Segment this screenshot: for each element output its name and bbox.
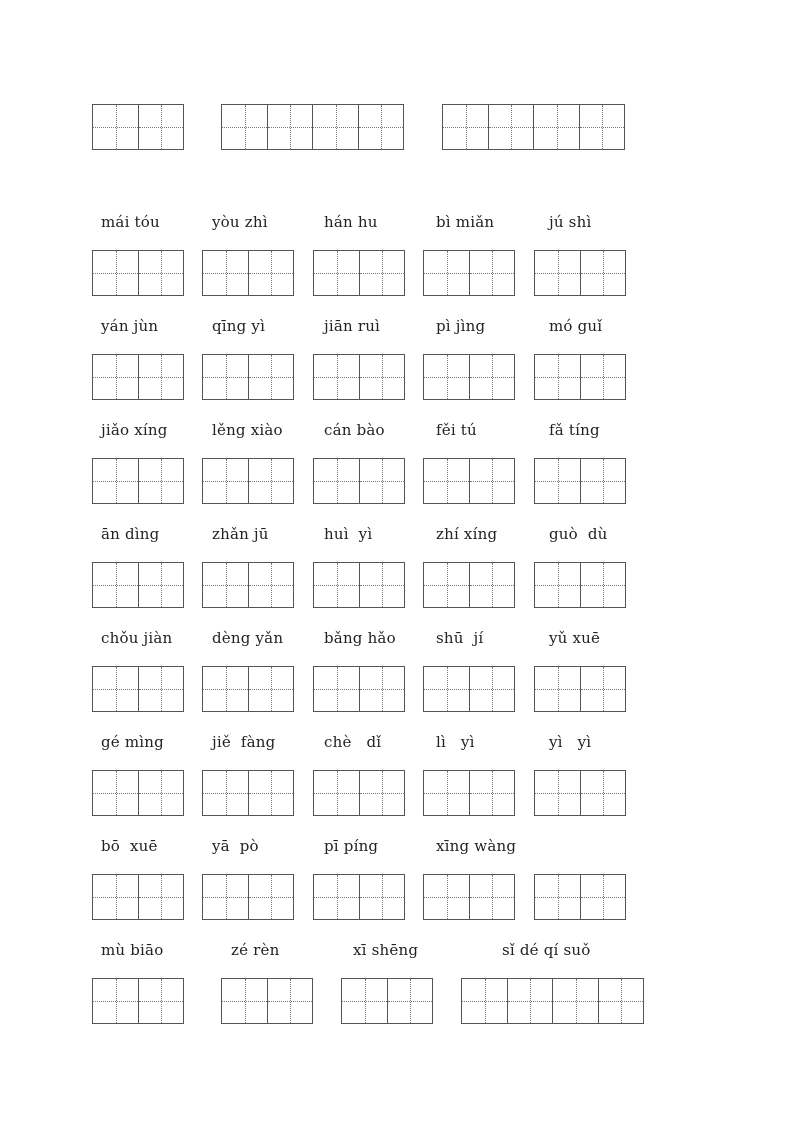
row4-item2-writing-grid [313,666,405,712]
pinyin-label: sǐ dé qí suǒ [502,941,591,959]
word-box [313,666,405,712]
word-box [221,104,313,150]
character-cell [469,667,514,711]
pinyin-label: mái tóu [101,213,160,231]
character-cell [462,979,507,1023]
row4-item1-writing-grid [202,666,294,712]
word-box [534,666,626,712]
character-cell [598,979,643,1023]
character-cell [248,251,293,295]
character-cell [267,979,312,1023]
word-box [202,458,294,504]
row5-item3-writing-grid [423,770,515,816]
pinyin-label: yā pò [212,837,259,855]
row7-item1-writing-grid [221,978,313,1024]
character-cell [93,875,138,919]
pinyin-label: huì yì [324,525,373,543]
character-cell [138,979,183,1023]
character-cell [203,251,248,295]
row2-item2-writing-grid [313,458,405,504]
pinyin-label: gé mìng [101,733,164,751]
word-box [534,354,626,400]
word-box [202,666,294,712]
pinyin-label: bì miǎn [436,213,495,231]
character-cell [93,355,138,399]
character-cell [553,979,598,1023]
row3-item0-writing-grid [92,562,184,608]
word-box [313,458,405,504]
character-cell [580,251,625,295]
character-cell [93,251,138,295]
pinyin-label: qīng yì [212,317,266,335]
character-cell [203,459,248,503]
character-cell [580,459,625,503]
character-cell [138,563,183,607]
character-cell [314,459,359,503]
row5-item4-writing-grid [534,770,626,816]
character-cell [359,771,404,815]
row1-item2-writing-grid [313,354,405,400]
word-box [423,250,515,296]
character-cell [342,979,387,1023]
character-cell [535,875,580,919]
character-cell [93,563,138,607]
pinyin-label: bǎng hǎo [324,629,396,647]
character-cell [314,771,359,815]
pinyin-label: yǔ xuē [549,629,601,647]
pinyin-label: mó guǐ [549,317,603,335]
word-box [423,354,515,400]
pinyin-label: jiě fàng [212,733,276,751]
character-cell [248,459,293,503]
top-1-writing-grid [221,104,404,150]
character-cell [203,355,248,399]
character-cell [424,875,469,919]
row6-item4-writing-grid [534,874,626,920]
character-cell [469,251,514,295]
character-cell [469,563,514,607]
word-box [534,562,626,608]
top-2-writing-grid [442,104,625,150]
character-cell [138,105,183,149]
word-box [534,770,626,816]
character-cell [535,459,580,503]
row3-item4-writing-grid [534,562,626,608]
character-cell [579,105,624,149]
pinyin-label: fǎ tíng [549,421,600,439]
word-box [313,562,405,608]
character-cell [203,875,248,919]
character-cell [93,667,138,711]
row5-item2-writing-grid [313,770,405,816]
character-cell [93,979,138,1023]
pinyin-label: yán jùn [101,317,159,335]
pinyin-label: xī shēng [353,941,419,959]
character-cell [535,771,580,815]
character-cell [359,875,404,919]
character-cell [535,355,580,399]
row2-item3-writing-grid [423,458,515,504]
word-box [313,104,404,150]
pinyin-label: yòu zhì [212,213,268,231]
row0-item3-writing-grid [423,250,515,296]
character-cell [248,563,293,607]
character-cell [535,251,580,295]
character-cell [222,105,267,149]
row2-item0-writing-grid [92,458,184,504]
word-box [461,978,553,1024]
character-cell [248,875,293,919]
character-cell [267,105,312,149]
row7-item0-writing-grid [92,978,184,1024]
top-0-writing-grid [92,104,184,150]
row1-item0-writing-grid [92,354,184,400]
character-cell [248,667,293,711]
row0-item1-writing-grid [202,250,294,296]
pinyin-label: cán bào [324,421,385,439]
row6-item2-writing-grid [313,874,405,920]
row2-item1-writing-grid [202,458,294,504]
character-cell [534,105,579,149]
pinyin-label: pì jìng [436,317,486,335]
row7-item2-writing-grid [341,978,433,1024]
row1-item1-writing-grid [202,354,294,400]
pinyin-label: jú shì [549,213,592,231]
pinyin-label: xīng wàng [436,837,517,855]
character-cell [580,355,625,399]
character-cell [203,667,248,711]
pinyin-label: chè dǐ [324,733,382,751]
pinyin-label: pī píng [324,837,379,855]
character-cell [314,563,359,607]
character-cell [580,667,625,711]
character-cell [93,771,138,815]
word-box [313,770,405,816]
character-cell [138,459,183,503]
character-cell [138,251,183,295]
word-box [92,562,184,608]
pinyin-label: hán hu [324,213,378,231]
row6-item3-writing-grid [423,874,515,920]
word-box [221,978,313,1024]
pinyin-label: zhí xíng [436,525,498,543]
word-box [553,978,644,1024]
character-cell [488,105,533,149]
word-box [92,874,184,920]
word-box [92,770,184,816]
character-cell [387,979,432,1023]
word-box [92,104,184,150]
character-cell [424,563,469,607]
character-cell [138,771,183,815]
word-box [534,458,626,504]
pinyin-label: dèng yǎn [212,629,284,647]
character-cell [359,251,404,295]
word-box [313,354,405,400]
character-cell [138,875,183,919]
character-cell [203,771,248,815]
character-cell [469,771,514,815]
row0-item0-writing-grid [92,250,184,296]
character-cell [359,459,404,503]
row2-item4-writing-grid [534,458,626,504]
character-cell [580,563,625,607]
pinyin-label: guò dù [549,525,608,543]
word-box [423,666,515,712]
pinyin-label: jiǎo xíng [101,421,168,439]
row1-item4-writing-grid [534,354,626,400]
word-box [534,104,625,150]
word-box [534,874,626,920]
character-cell [222,979,267,1023]
character-cell [507,979,552,1023]
pinyin-label: lěng xiào [212,421,283,439]
word-box [423,458,515,504]
pinyin-label: fěi tú [436,421,477,439]
word-box [423,562,515,608]
character-cell [443,105,488,149]
word-box [423,770,515,816]
character-cell [359,355,404,399]
character-cell [580,875,625,919]
row6-item0-writing-grid [92,874,184,920]
character-cell [138,667,183,711]
row3-item1-writing-grid [202,562,294,608]
word-box [92,458,184,504]
pinyin-label: zhǎn jū [212,525,269,543]
character-cell [359,667,404,711]
row4-item3-writing-grid [423,666,515,712]
row5-item0-writing-grid [92,770,184,816]
character-cell [424,667,469,711]
word-box [202,354,294,400]
word-box [423,874,515,920]
character-cell [424,459,469,503]
word-box [534,250,626,296]
character-cell [358,105,403,149]
character-cell [93,105,138,149]
character-cell [314,251,359,295]
character-cell [535,563,580,607]
character-cell [359,563,404,607]
word-box [313,250,405,296]
word-box [202,250,294,296]
row5-item1-writing-grid [202,770,294,816]
character-cell [469,355,514,399]
pinyin-label: shū jí [436,629,484,647]
character-cell [314,875,359,919]
word-box [92,666,184,712]
character-cell [424,771,469,815]
word-box [92,354,184,400]
character-cell [93,459,138,503]
character-cell [314,667,359,711]
character-cell [313,105,358,149]
word-box [202,874,294,920]
row0-item2-writing-grid [313,250,405,296]
pinyin-label: chǒu jiàn [101,629,173,647]
row4-item0-writing-grid [92,666,184,712]
word-box [341,978,433,1024]
row6-item1-writing-grid [202,874,294,920]
row3-item2-writing-grid [313,562,405,608]
word-box [202,770,294,816]
pinyin-label: yì yì [549,733,592,751]
character-cell [314,355,359,399]
word-box [92,978,184,1024]
character-cell [248,771,293,815]
character-cell [424,251,469,295]
word-box [313,874,405,920]
row1-item3-writing-grid [423,354,515,400]
pinyin-label: ān dìng [101,525,160,543]
pinyin-label: bō xuē [101,837,158,855]
row3-item3-writing-grid [423,562,515,608]
word-box [202,562,294,608]
character-cell [203,563,248,607]
row7-item3-writing-grid [461,978,644,1024]
row4-item4-writing-grid [534,666,626,712]
pinyin-label: jiān ruì [324,317,381,335]
character-cell [248,355,293,399]
pinyin-label: lì yì [436,733,475,751]
character-cell [138,355,183,399]
character-cell [580,771,625,815]
character-cell [424,355,469,399]
character-cell [469,875,514,919]
character-cell [469,459,514,503]
character-cell [535,667,580,711]
pinyin-label: zé rèn [231,941,280,959]
word-box [442,104,534,150]
pinyin-label: mù biāo [101,941,164,959]
row0-item4-writing-grid [534,250,626,296]
word-box [92,250,184,296]
